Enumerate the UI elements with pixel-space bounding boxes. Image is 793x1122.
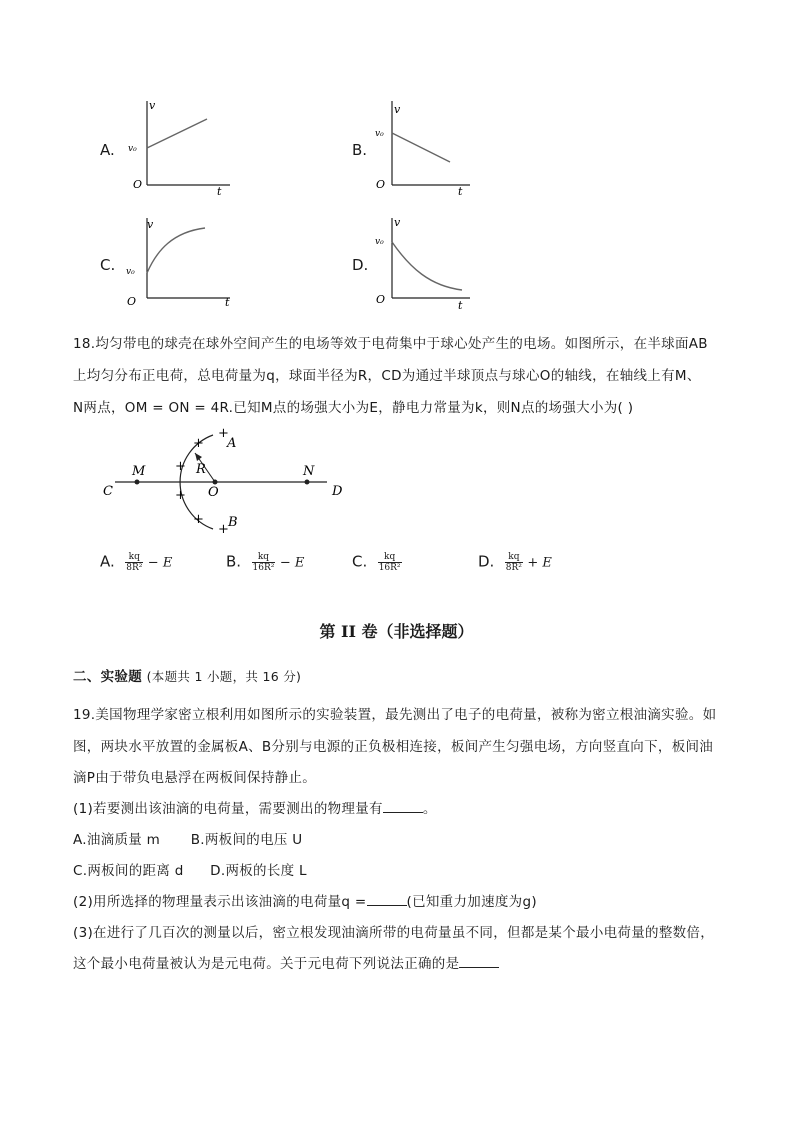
section-title: 第 II 卷（非选择题）: [319, 622, 474, 641]
option-label: D.: [478, 552, 495, 571]
part2-end: (已知重力加速度为g): [406, 894, 537, 910]
q18-line-3: N两点，OM = ON = 4R.已知M点的场强大小为E，静电力常量为k，则N点的场强大小为( ): [73, 400, 634, 416]
fraction: $\frac{kq}{\text{8R²}}$: [126, 552, 143, 573]
option-tail: − E: [279, 555, 305, 571]
section-subtitle: [73, 665, 301, 685]
choice-d[interactable]: D.两板的长度 L: [210, 863, 307, 879]
point-o: [213, 480, 218, 485]
graph-option-b[interactable]: [350, 95, 500, 200]
svg-text:t: t: [225, 296, 230, 309]
svg-text:M: M: [132, 464, 146, 479]
svg-text:v: v: [147, 218, 154, 231]
hemisphere-figure: [95, 425, 355, 537]
q18-option-d[interactable]: [478, 552, 552, 573]
q19-line-2: 图，两块水平放置的金属板A、B分别与电源的正负极相连接，板间产生匀强电场，方向竖直向下，板间油: [73, 739, 714, 755]
q19-part3-line-2: [73, 952, 499, 972]
svg-text:C: C: [103, 484, 113, 499]
choice-c[interactable]: C.两板间的距离 d: [73, 863, 184, 879]
subtitle-main: 二、实验题: [73, 669, 142, 685]
svg-text:N: N: [303, 464, 315, 479]
q18-option-b[interactable]: [226, 552, 304, 573]
graph-option-c[interactable]: [95, 210, 245, 315]
option-label: B.: [352, 141, 368, 159]
q19-choices-ab: [73, 828, 302, 848]
vt-graph: [372, 95, 492, 200]
q18-option-a[interactable]: [100, 552, 172, 573]
option-tail: + E: [527, 555, 552, 571]
point-n: [305, 480, 310, 485]
answer-blank-1[interactable]: [383, 800, 423, 813]
svg-text:O: O: [376, 293, 386, 306]
q19-choices-cd: [73, 859, 307, 879]
graph-option-d[interactable]: [350, 210, 500, 315]
svg-text:t: t: [217, 185, 222, 198]
option-label: C.: [352, 552, 368, 571]
graph-option-a[interactable]: [95, 95, 245, 200]
svg-text:+: +: [175, 459, 186, 474]
svg-text:+: +: [193, 436, 204, 451]
velocity-curve: [147, 228, 205, 273]
svg-text:v: v: [394, 216, 401, 229]
svg-text:t: t: [458, 185, 463, 198]
svg-text:v₀: v₀: [128, 144, 137, 154]
svg-text:+: +: [218, 426, 229, 441]
q19-line-3: 滴P由于带负电悬浮在两板间保持静止。: [73, 770, 317, 786]
choice-b[interactable]: B.两板间的电压 U: [190, 832, 303, 848]
svg-text:v: v: [394, 103, 401, 116]
svg-text:D: D: [332, 484, 343, 499]
svg-text:B: B: [228, 515, 238, 530]
option-label: D.: [352, 256, 369, 274]
choice-a[interactable]: A.油滴质量 m: [73, 832, 161, 848]
velocity-line: [147, 119, 207, 148]
subtitle-note: (本题共 1 小题，共 16 分): [146, 669, 302, 684]
velocity-curve: [392, 242, 462, 290]
answer-blank-2[interactable]: [367, 893, 407, 906]
option-label: C.: [100, 256, 116, 274]
fraction: $\frac{kq}{\text{16R²}}$: [252, 552, 275, 573]
svg-text:O: O: [376, 178, 386, 191]
vt-graph: [125, 95, 245, 200]
svg-text:O: O: [208, 485, 219, 500]
svg-text:v: v: [149, 99, 156, 112]
option-label: B.: [226, 552, 242, 571]
svg-text:v₀: v₀: [375, 237, 384, 247]
option-label: A.: [100, 552, 115, 571]
part1-text: (1)若要测出该油滴的电荷量，需要测出的物理量有: [73, 801, 383, 817]
option-tail: − E: [147, 555, 173, 571]
vt-graph: [372, 210, 492, 315]
q19-part2: [73, 890, 537, 910]
answer-blank-3[interactable]: [459, 955, 499, 968]
q18-line-2: 上均匀分布正电荷，总电荷量为q，球面半径为R，CD为通过半球顶点与球心O的轴线，在轴线上有M、: [73, 368, 701, 384]
part3-text: 这个最小电荷量被认为是元电荷。关于元电荷下列说法正确的是: [73, 956, 460, 972]
q18-option-c[interactable]: [352, 552, 402, 573]
svg-text:v₀: v₀: [375, 129, 384, 139]
q19-part3-line-1: (3)在进行了几百次的测量以后，密立根发现油滴所带的电荷量虽不同，但都是某个最小电荷量的整数倍，: [73, 925, 715, 941]
svg-text:+: +: [175, 488, 186, 503]
svg-text:+: +: [193, 512, 204, 527]
svg-text:+: +: [218, 522, 229, 537]
q19-line-1: 19.美国物理学家密立根利用如图所示的实验装置，最先测出了电子的电荷量，被称为密立根油滴实验。如: [73, 707, 717, 723]
part1-end: 。: [422, 801, 437, 817]
fraction: $\frac{kq}{\text{8R²}}$: [505, 552, 522, 573]
svg-text:v₀: v₀: [126, 267, 135, 277]
option-label: A.: [100, 141, 115, 159]
svg-text:O: O: [127, 295, 137, 308]
svg-text:O: O: [133, 178, 143, 191]
svg-text:t: t: [458, 299, 463, 312]
svg-text:A: A: [227, 436, 237, 451]
svg-text:R: R: [196, 462, 206, 477]
fraction: $\frac{kq}{\text{16R²}}$: [378, 552, 401, 573]
point-m: [135, 480, 140, 485]
vt-graph: [125, 210, 245, 315]
q19-part1: [73, 797, 437, 817]
part2-text: (2)用所选择的物理量表示出该油滴的电荷量q =: [73, 894, 367, 910]
q18-line-1: 18.均匀带电的球壳在球外空间产生的电场等效于电荷集中于球心处产生的电场。如图所示，在半球面AB: [73, 336, 708, 352]
velocity-line: [392, 133, 450, 162]
